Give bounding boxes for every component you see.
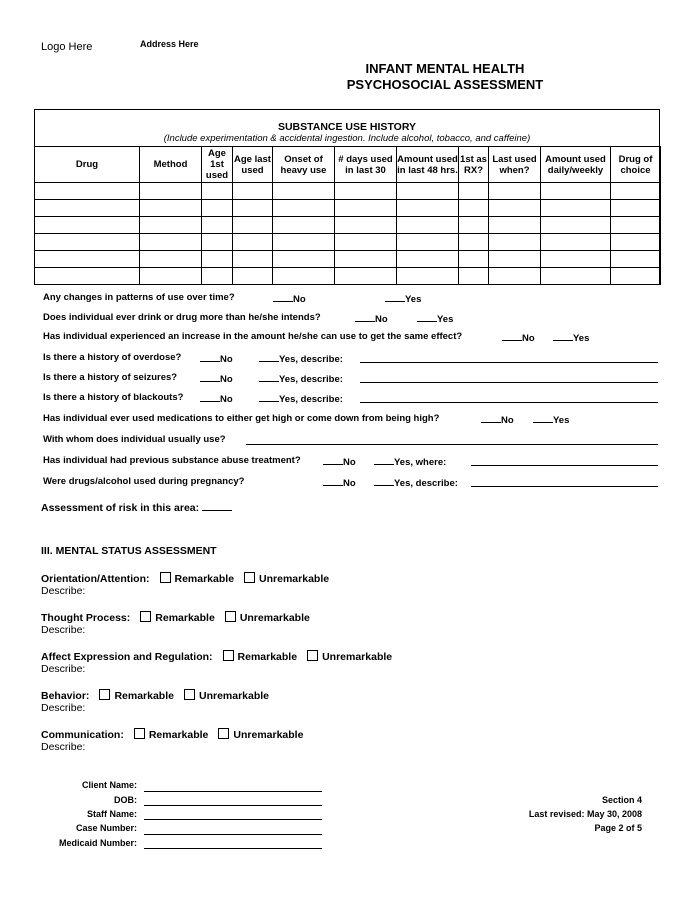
no-label: No bbox=[343, 478, 356, 489]
table-row[interactable] bbox=[35, 183, 661, 200]
communication-describe: Describe: bbox=[41, 741, 86, 753]
question-overdose: Is there a history of overdose? bbox=[43, 352, 182, 363]
col-last-used-when: Last used when? bbox=[489, 147, 541, 183]
last-revised-label: Last revised: May 30, 2008 bbox=[528, 809, 642, 819]
pregnancy-describe-line[interactable] bbox=[471, 486, 658, 487]
remarkable-label: Remarkable bbox=[148, 729, 209, 741]
yes-blank[interactable] bbox=[259, 372, 279, 382]
col-days-last-30: # days used in last 30 bbox=[335, 147, 397, 183]
client-name-label: Client Name: bbox=[81, 780, 137, 790]
usually-use-with-line[interactable] bbox=[246, 444, 658, 445]
yes-blank[interactable] bbox=[374, 455, 394, 465]
form-title-line1: INFANT MENTAL HEALTH bbox=[365, 61, 525, 76]
substance-use-history-box bbox=[34, 109, 660, 285]
behavior-label: Behavior: bbox=[41, 690, 90, 702]
question-usually-use-with: With whom does individual usually use? bbox=[43, 434, 226, 445]
orientation-describe: Describe: bbox=[41, 585, 86, 597]
client-name-line[interactable] bbox=[144, 791, 322, 792]
remarkable-checkbox[interactable] bbox=[134, 728, 145, 739]
orientation-label: Orientation/Attention: bbox=[41, 573, 150, 585]
address-placeholder: Address Here bbox=[140, 39, 199, 49]
thought-process-row bbox=[41, 611, 310, 624]
staff-name-label: Staff Name: bbox=[86, 809, 137, 819]
table-header-row bbox=[35, 147, 661, 183]
no-label: No bbox=[220, 354, 233, 365]
yes-describe-label: Yes, describe: bbox=[279, 374, 343, 385]
no-label: No bbox=[501, 415, 514, 426]
remarkable-label: Remarkable bbox=[155, 612, 215, 624]
staff-name-line[interactable] bbox=[144, 819, 322, 820]
question-blackouts: Is there a history of blackouts? bbox=[43, 392, 184, 403]
no-blank[interactable] bbox=[273, 292, 293, 302]
table-row[interactable] bbox=[35, 251, 661, 268]
remarkable-label: Remarkable bbox=[174, 573, 235, 585]
col-age-last-used: Age last used bbox=[233, 147, 273, 183]
substance-subtitle: (Include experimentation & accidental ingestion. Include alcohol, tobacco, and caffeine) bbox=[163, 133, 531, 144]
no-label: No bbox=[375, 314, 388, 325]
unremarkable-label: Unremarkable bbox=[239, 612, 310, 624]
no-blank[interactable] bbox=[481, 413, 501, 423]
medicaid-number-label: Medicaid Number: bbox=[58, 838, 137, 848]
col-age-first-used: Age 1st used bbox=[202, 147, 233, 183]
unremarkable-checkbox[interactable] bbox=[307, 650, 318, 661]
no-label: No bbox=[220, 374, 233, 385]
risk-blank[interactable] bbox=[202, 501, 232, 511]
col-drug-of-choice: Drug of choice bbox=[611, 147, 661, 183]
yes-blank[interactable] bbox=[533, 413, 553, 423]
thought-process-describe: Describe: bbox=[41, 624, 86, 636]
affect-describe: Describe: bbox=[41, 663, 86, 675]
unremarkable-label: Unremarkable bbox=[233, 729, 304, 741]
table-row[interactable] bbox=[35, 268, 661, 285]
col-method: Method bbox=[140, 147, 202, 183]
no-blank[interactable] bbox=[200, 352, 220, 362]
form-title-line2: PSYCHOSOCIAL ASSESSMENT bbox=[346, 77, 544, 92]
dob-label: DOB: bbox=[114, 795, 137, 805]
risk-label: Assessment of risk in this area: bbox=[41, 502, 200, 514]
no-blank[interactable] bbox=[200, 392, 220, 402]
yes-blank[interactable] bbox=[374, 476, 394, 486]
question-pattern-changes: Any changes in patterns of use over time? bbox=[43, 292, 235, 303]
yes-label: Yes bbox=[553, 415, 570, 426]
remarkable-checkbox[interactable] bbox=[99, 689, 110, 700]
col-amount-48hrs: Amount used in last 48 hrs. bbox=[397, 147, 459, 183]
no-blank[interactable] bbox=[323, 476, 343, 486]
remarkable-checkbox[interactable] bbox=[140, 611, 151, 622]
case-number-line[interactable] bbox=[144, 834, 322, 835]
overdose-describe-line[interactable] bbox=[360, 362, 658, 363]
question-tolerance: Has individual experienced an increase in the amount he/she can use to get the same effect? bbox=[43, 331, 463, 342]
yes-blank[interactable] bbox=[385, 292, 405, 302]
no-label: No bbox=[220, 394, 233, 405]
no-label: No bbox=[522, 333, 535, 344]
no-blank[interactable] bbox=[323, 455, 343, 465]
case-number-label: Case Number: bbox=[75, 823, 137, 833]
unremarkable-checkbox[interactable] bbox=[225, 611, 236, 622]
yes-label: Yes bbox=[405, 294, 422, 305]
question-drink-more-than-intends: Does individual ever drink or drug more than he/she intends? bbox=[43, 312, 321, 323]
section-label: Section 4 bbox=[601, 795, 642, 805]
yes-blank[interactable] bbox=[259, 392, 279, 402]
unremarkable-label: Unremarkable bbox=[259, 573, 330, 585]
col-onset-heavy-use: Onset of heavy use bbox=[273, 147, 335, 183]
remarkable-checkbox[interactable] bbox=[223, 650, 234, 661]
yes-blank[interactable] bbox=[259, 352, 279, 362]
table-row[interactable] bbox=[35, 200, 661, 217]
yes-describe-label: Yes, describe: bbox=[279, 354, 343, 365]
question-previous-treatment: Has individual had previous substance abuse treatment? bbox=[43, 455, 301, 466]
seizures-describe-line[interactable] bbox=[360, 382, 658, 383]
unremarkable-label: Unremarkable bbox=[198, 690, 270, 702]
yes-where-label: Yes, where: bbox=[394, 457, 447, 468]
affect-row bbox=[41, 650, 392, 663]
yes-label: Yes bbox=[573, 333, 590, 344]
yes-blank[interactable] bbox=[553, 331, 573, 341]
table-row[interactable] bbox=[35, 217, 661, 234]
remarkable-label: Remarkable bbox=[114, 690, 174, 702]
col-drug: Drug bbox=[35, 147, 140, 183]
risk-assessment bbox=[41, 501, 232, 514]
question-medications-high: Has individual ever used medications to either get high or come down from being high? bbox=[43, 413, 440, 424]
affect-label: Affect Expression and Regulation: bbox=[41, 651, 213, 663]
substance-table bbox=[34, 146, 661, 285]
no-label: No bbox=[293, 294, 306, 305]
orientation-row bbox=[41, 572, 329, 585]
treatment-where-line[interactable] bbox=[471, 465, 658, 466]
communication-label: Communication: bbox=[41, 729, 124, 741]
no-blank[interactable] bbox=[200, 372, 220, 382]
yes-describe-label: Yes, describe: bbox=[279, 394, 343, 405]
col-amount-daily-weekly: Amount used daily/weekly bbox=[541, 147, 611, 183]
medicaid-number-line[interactable] bbox=[144, 848, 322, 849]
no-label: No bbox=[343, 457, 356, 468]
remarkable-label: Remarkable bbox=[237, 651, 298, 663]
table-row[interactable] bbox=[35, 234, 661, 251]
dob-line[interactable] bbox=[144, 805, 322, 806]
thought-process-label: Thought Process: bbox=[41, 612, 131, 624]
col-first-as-rx: 1st as RX? bbox=[459, 147, 489, 183]
behavior-row bbox=[41, 689, 269, 702]
no-blank[interactable] bbox=[355, 312, 375, 322]
yes-label: Yes bbox=[437, 314, 454, 325]
unremarkable-checkbox[interactable] bbox=[244, 572, 255, 583]
yes-describe-label: Yes, describe: bbox=[394, 478, 458, 489]
mental-status-heading: III. MENTAL STATUS ASSESSMENT bbox=[41, 545, 217, 557]
substance-title: SUBSTANCE USE HISTORY bbox=[277, 121, 417, 133]
remarkable-checkbox[interactable] bbox=[160, 572, 171, 583]
question-seizures: Is there a history of seizures? bbox=[43, 372, 178, 383]
communication-row bbox=[41, 728, 303, 741]
blackouts-describe-line[interactable] bbox=[360, 402, 658, 403]
yes-blank[interactable] bbox=[417, 312, 437, 322]
question-pregnancy-use: Were drugs/alcohol used during pregnancy? bbox=[43, 476, 245, 487]
no-blank[interactable] bbox=[502, 331, 522, 341]
unremarkable-checkbox[interactable] bbox=[218, 728, 229, 739]
unremarkable-checkbox[interactable] bbox=[184, 689, 195, 700]
behavior-describe: Describe: bbox=[41, 702, 86, 714]
page-number-label: Page 2 of 5 bbox=[594, 823, 642, 833]
logo-placeholder: Logo Here bbox=[41, 41, 93, 53]
unremarkable-label: Unremarkable bbox=[322, 651, 393, 663]
